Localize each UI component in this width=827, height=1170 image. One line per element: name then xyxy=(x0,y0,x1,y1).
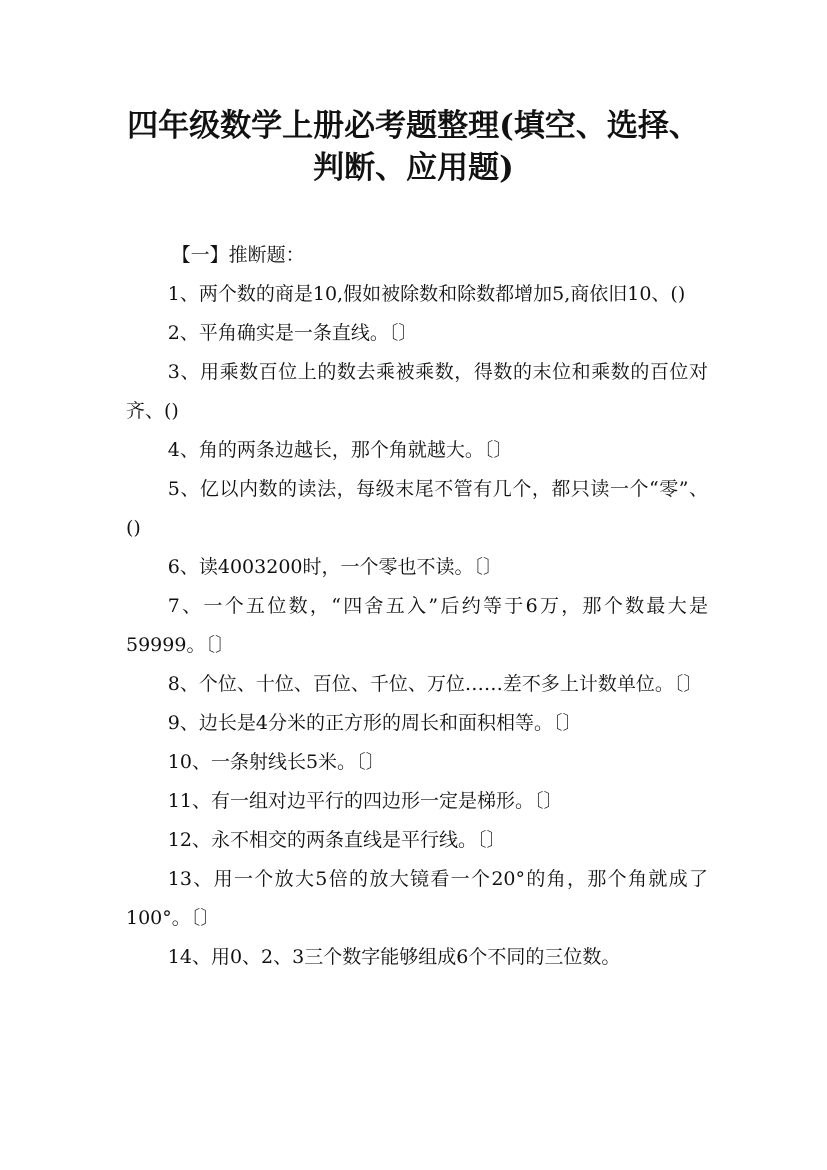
question-item-9: 9、边长是4分米的正方形的周长和面积相等。〔〕 xyxy=(167,712,582,734)
question-item-8: 8、个位、十位、百位、千位、万位……差不多上计数单位。〔〕 xyxy=(167,673,703,695)
question-item-5: 5、亿以内数的读法，每级末尾不管有几个，都只读一个“零”、() xyxy=(126,478,708,539)
question-item-12: 12、永不相交的两条直线是平行线。〔〕 xyxy=(167,829,506,851)
page-title-line-1: 四年级数学上册必考题整理(填空、选择、 xyxy=(127,108,700,144)
document-body xyxy=(126,236,708,977)
question-item-2: 2、平角确实是一条直线。〔〕 xyxy=(167,322,418,344)
page-title-line-2: 判断、应用题) xyxy=(313,150,514,186)
question-item-10: 10、一条射线长5米。〔〕 xyxy=(167,751,385,773)
question-item-3: 3、用乘数百位上的数去乘被乘数，得数的末位和乘数的百位对齐、() xyxy=(126,361,708,422)
question-item-4: 4、角的两条边越长，那个角就越大。〔〕 xyxy=(167,439,513,461)
question-item-1: 1、两个数的商是10,假如被除数和除数都增加5,商依旧10、() xyxy=(167,283,686,305)
question-item-6: 6、读4003200时，一个零也不读。〔〕 xyxy=(167,556,503,578)
question-item-13: 13、用一个放大5倍的放大镜看一个20°的角，那个角就成了100°。〔〕 xyxy=(126,868,708,929)
question-item-11: 11、有一组对边平行的四边形一定是梯形。〔〕 xyxy=(167,790,563,812)
question-item-7: 7、一个五位数，“四舍五入”后约等于6万，那个数最大是59999。〔〕 xyxy=(126,595,708,656)
section-heading: 【一】推断题： xyxy=(171,244,305,266)
question-item-14: 14、用0、2、3三个数字能够组成6个不同的三位数。 xyxy=(167,946,621,968)
